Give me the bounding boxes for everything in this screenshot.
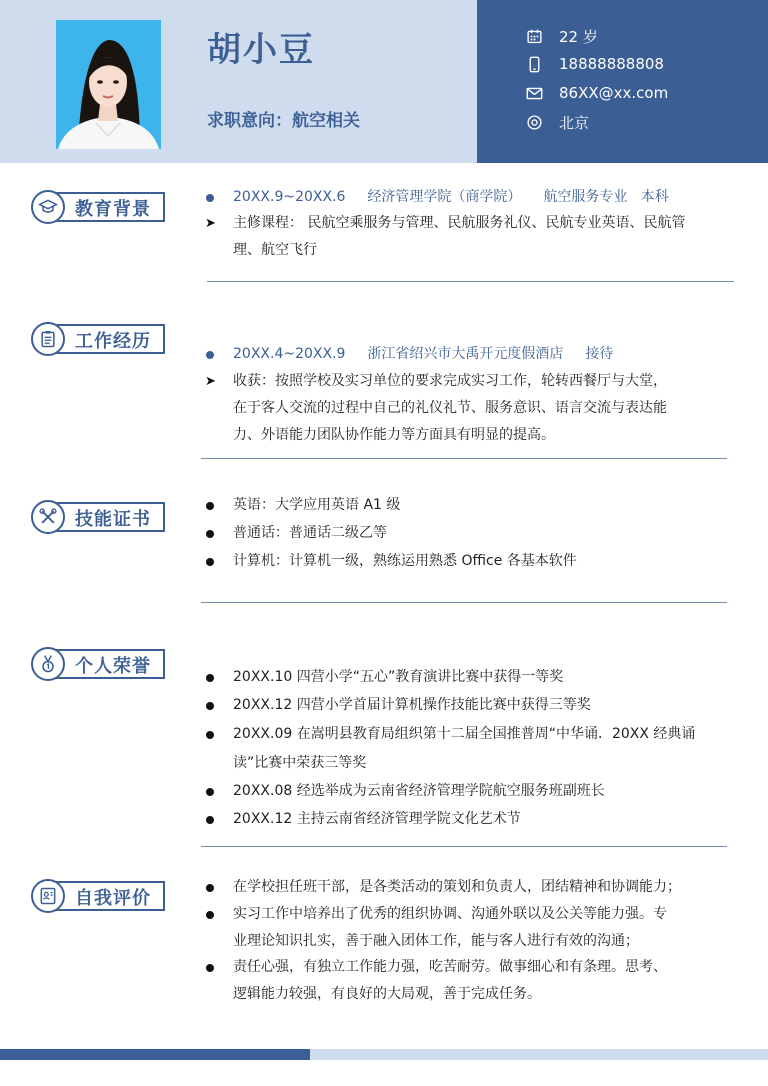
medal-icon <box>38 654 58 674</box>
skill-item: 英语：大学应用英语 A1 级 <box>233 497 401 513</box>
arrow-marker: ➤ <box>205 216 216 231</box>
work-line-3: 力、外语能力团队协作能力等方面具有明显的提高。 <box>233 427 555 443</box>
contact-email-text: 86XX@xx.com <box>559 84 669 102</box>
work-line-2: 在于客人交流的过程中自己的礼仪礼节、服务意识、语言交流与表达能 <box>233 400 667 416</box>
bullet-dot <box>206 558 214 566</box>
calendar-icon <box>526 28 543 45</box>
education-school: 经济管理学院（商学院） <box>367 189 522 205</box>
section-tag-self <box>31 879 165 913</box>
graduation-cap-icon <box>38 197 58 217</box>
skill-item: 计算机：计算机一级，熟练运用熟悉 Office 各基本软件 <box>233 553 577 569</box>
divider <box>207 281 734 282</box>
divider <box>201 458 727 459</box>
divider <box>201 846 727 847</box>
profile-card-icon <box>38 886 58 906</box>
tools-icon <box>38 507 58 527</box>
honor-item: 20XX.08 经选举成为云南省经济管理学院航空服务班副班长 <box>233 783 605 799</box>
bullet-dot <box>206 674 214 682</box>
section-title-skills: 技能证书 <box>75 509 151 530</box>
work-period: 20XX.4~20XX.9 <box>233 346 346 362</box>
self-line-continued: 业理论知识扎实，善于融入团体工作，能与客人进行有效的沟通； <box>233 933 639 949</box>
bullet-dot <box>206 351 214 359</box>
contact-age-text: 22 岁 <box>559 27 598 46</box>
bullet-dot <box>206 816 214 824</box>
work-role: 接待 <box>585 346 614 362</box>
skill-item: 普通话：普通话二级乙等 <box>233 525 387 541</box>
section-title-honors: 个人荣誉 <box>75 656 151 677</box>
bullet-dot <box>206 731 214 739</box>
honor-item: 20XX.10 四营小学“五心”教育演讲比赛中获得一等奖 <box>233 669 564 685</box>
section-tag-honors <box>31 647 165 681</box>
education-major: 航空服务专业 <box>543 189 628 205</box>
self-line: 实习工作中培养出了优秀的组织协调、沟通外联以及公关等能力强。专 <box>233 906 667 922</box>
mail-icon <box>526 85 543 102</box>
bullet-dot <box>206 702 214 710</box>
education-period: 20XX.9~20XX.6 <box>233 189 346 205</box>
section-tag-skills <box>31 500 165 534</box>
location-icon <box>526 114 543 131</box>
contact-phone-text: 18888888808 <box>559 55 664 73</box>
bullet-dot <box>206 964 214 972</box>
self-line: 责任心强，有独立工作能力强，吃苦耐劳。做事细心和有条理。思考、 <box>233 959 667 975</box>
education-header-line <box>233 184 738 211</box>
bullet-dot <box>206 530 214 538</box>
section-title-self: 自我评价 <box>75 888 151 909</box>
education-courses-line2: 理、航空飞行 <box>233 242 317 258</box>
contact-location <box>526 110 589 134</box>
work-header-line <box>233 341 738 368</box>
footer-bar-light <box>310 1049 768 1060</box>
arrow-marker: ➤ <box>205 374 216 389</box>
clipboard-icon <box>38 329 58 349</box>
bullet-dot <box>206 788 214 796</box>
section-title-education: 教育背景 <box>75 199 151 220</box>
honor-item: 20XX.12 四营小学首届计算机操作技能比赛中获得三等奖 <box>233 697 591 713</box>
work-line-1: 收获：按照学校及实习单位的要求完成实习工作，轮转西餐厅与大堂， <box>233 373 667 389</box>
honor-item-continued: 读”比赛中荣获三等奖 <box>233 755 367 771</box>
bullet-dot <box>206 502 214 510</box>
candidate-name: 胡小豆 <box>207 30 315 70</box>
contact-email <box>526 81 668 105</box>
work-company: 浙江省绍兴市大禹开元度假酒店 <box>367 346 564 362</box>
divider <box>201 602 727 603</box>
contact-age <box>526 24 598 48</box>
bullet-dot <box>206 911 214 919</box>
phone-icon <box>526 56 543 73</box>
self-line: 在学校担任班干部，是各类活动的策划和负责人，团结精神和协调能力； <box>233 879 681 895</box>
section-title-work: 工作经历 <box>75 331 151 352</box>
contact-phone <box>526 52 664 76</box>
section-tag-education <box>31 190 165 224</box>
job-intent: 求职意向：航空相关 <box>207 111 360 131</box>
footer-bar-dark <box>0 1049 310 1060</box>
bullet-dot <box>206 884 214 892</box>
profile-photo <box>56 20 161 149</box>
honor-item: 20XX.09 在嵩明县教育局组织第十二届全国推普周“中华诵．20XX 经典诵 <box>233 726 696 742</box>
bullet-dot <box>206 194 214 202</box>
self-line-continued: 逻辑能力较强，有良好的大局观，善于完成任务。 <box>233 986 541 1002</box>
education-degree: 本科 <box>640 189 669 205</box>
education-courses-line1: 主修课程： 民航空乘服务与管理、民航服务礼仪、民航专业英语、民航管 <box>233 215 686 231</box>
contact-location-text: 北京 <box>559 113 590 132</box>
honor-item: 20XX.12 主持云南省经济管理学院文化艺术节 <box>233 811 521 827</box>
section-tag-work <box>31 322 165 356</box>
